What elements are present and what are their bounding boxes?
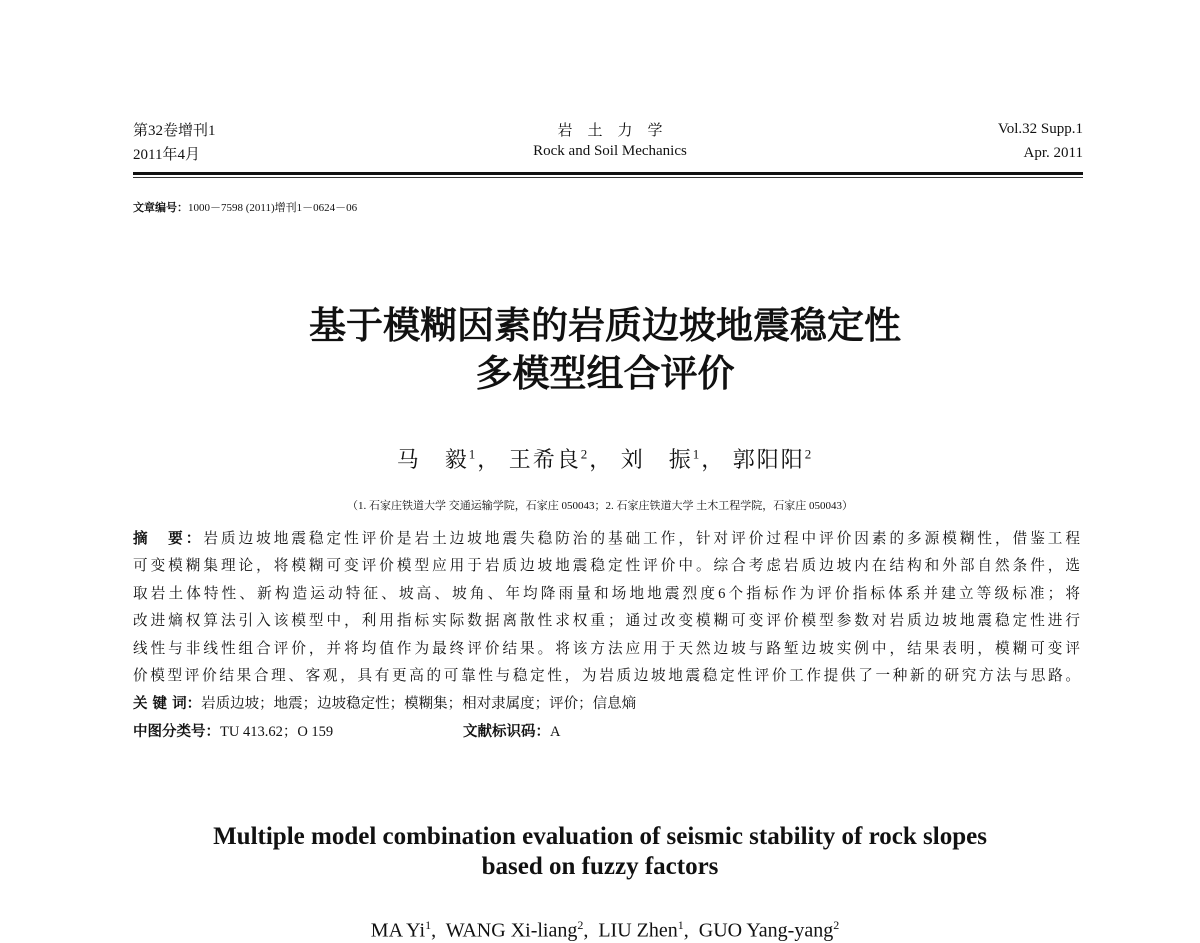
clc-label: 中图分类号： <box>133 724 220 740</box>
author-affil: 1 <box>468 446 478 462</box>
keywords-label: 关 键 词： <box>133 696 202 712</box>
volume-en: Vol.32 Supp.1 <box>997 121 1083 137</box>
title-en-line-1: Multiple model combination evaluation of seismic stability of rock slopes <box>213 823 987 850</box>
article-number <box>133 199 357 215</box>
volume-cn: 第32卷增刊1 <box>133 123 216 139</box>
author: 马 毅 <box>396 447 469 472</box>
author-en: GUO Yang-yang <box>698 919 834 942</box>
author-affil: 2 <box>580 446 590 462</box>
doc-code-value: A <box>550 724 561 740</box>
classification <box>133 720 333 741</box>
author-affil: 1 <box>425 918 432 932</box>
date-en: Apr. 2011 <box>1023 145 1083 161</box>
author-affil: 2 <box>833 918 840 932</box>
affiliations: （1. 石家庄铁道大学 交通运输学院，石家庄 050043；2. 石家庄铁道大学 土木工程学院，石家庄 050043） <box>347 500 853 512</box>
title-cn-line-2: 多模型组合评价 <box>475 352 735 395</box>
abstract-line: 取岩土体特性、新构造运动特征、坡高、坡角、年均降雨量和场地地震烈度6个指标作为评价指标体系并建立等级标准；将 <box>133 586 1080 602</box>
keywords-value: 岩质边坡；地震；边坡稳定性；模糊集；相对隶属度；评价；信息熵 <box>201 696 637 712</box>
author-affil: 2 <box>577 918 584 932</box>
title-cn-line-1: 基于模糊因素的岩质边坡地震稳定性 <box>309 304 901 347</box>
author-en: MA Yi <box>370 919 426 942</box>
header-rule-thin <box>133 177 1083 178</box>
author: 王希良 <box>508 447 581 472</box>
authors-cn: 马 毅$^1$， 王希良$^2$， 刘 振$^1$， 郭阳阳$^2$ <box>396 446 814 472</box>
header-rule <box>133 172 1083 175</box>
abstract-line: 改进熵权算法引入该模型中，利用指标实际数据离散性求权重；通过改变模糊可变评价模型参数对岩质边坡地震稳定性进行 <box>133 613 1080 629</box>
abstract-label: 摘 要： <box>133 530 204 547</box>
keywords <box>133 692 636 713</box>
doc-code-label: 文献标识码： <box>463 724 550 740</box>
journal-name-en: Rock and Soil Mechanics <box>533 143 687 159</box>
author-affil: 1 <box>677 918 684 932</box>
journal-name-cn: 岩 土 力 学 <box>557 123 663 139</box>
author-affil: 2 <box>804 446 814 462</box>
abstract-line: 线性与非线性组合评价，并将均值作为最终评价结果。将该方法应用于天然边坡与路堑边坡实例中，结果表明，模糊可变评 <box>133 641 1080 657</box>
author: 刘 振 <box>620 447 693 472</box>
document-code <box>463 720 560 741</box>
date-cn: 2011年4月 <box>133 147 200 163</box>
author-en: WANG Xi-liang <box>445 919 578 942</box>
authors-en: MA Yi$^1$, WANG Xi-liang$^2$, LIU Zhen$^1$, GUO Yang-yang$^2$ <box>370 918 840 942</box>
clc-value: TU 413.62；O 159 <box>220 724 334 740</box>
abstract-text: 岩质边坡地震稳定性评价是岩土边坡地震失稳防治的基础工作，针对评价过程中评价因素的多源模糊性，借鉴工程 <box>203 531 1080 547</box>
author-affil: 1 <box>692 446 702 462</box>
title-en-line-2: based on fuzzy factors <box>481 853 719 880</box>
abstract-line: 可变模糊集理论，将模糊可变评价模型应用于岩质边坡地震稳定性评价中。综合考虑岩质边坡内在结构和外部自然条件，选 <box>133 558 1080 574</box>
abstract-line <box>133 527 1080 548</box>
article-number-value: 1000－7598 (2011)增刊1－0624－06 <box>188 202 358 214</box>
article-number-label: 文章编号： <box>133 201 188 214</box>
abstract-line: 价模型评价结果合理、客观，具有更高的可靠性与稳定性，为岩质边坡地震稳定性评价工作提供了一种新的研究方法与思路。 <box>133 668 1080 684</box>
author-en: LIU Zhen <box>598 919 678 942</box>
author: 郭阳阳 <box>732 447 805 472</box>
